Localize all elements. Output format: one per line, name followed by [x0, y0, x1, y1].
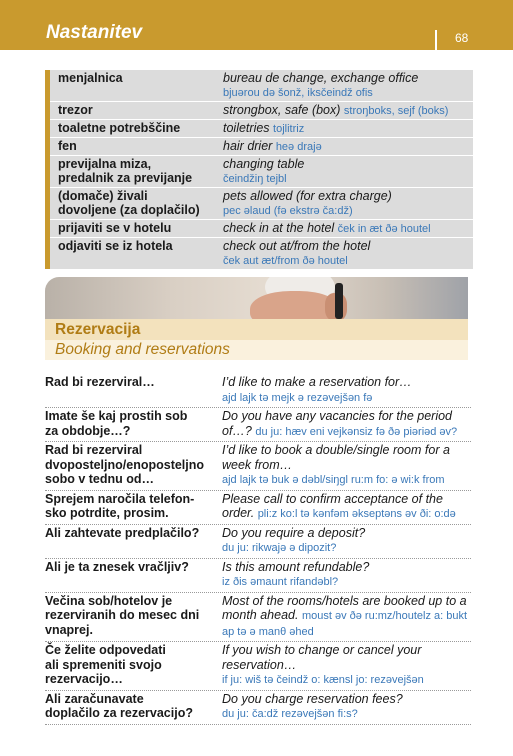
english-term [223, 121, 473, 136]
slovene-term: Sprejem naročila telefon- sko potrdite, prosim. [45, 491, 195, 520]
vocab-row [50, 156, 473, 188]
slovene-term: odjaviti se iz hotela [58, 239, 173, 253]
english-text: toiletries [223, 121, 270, 135]
section-subtitle: Booking and reservations [55, 341, 230, 358]
slovene-term: fen [58, 139, 77, 153]
phone-icon [335, 283, 343, 319]
phrase-row [45, 491, 471, 525]
phrase-row [45, 642, 471, 691]
slovene-term: Večina sob/hotelov je rezerviranih do mesec dni vnaprej. [45, 593, 200, 637]
section-title-bar [45, 319, 468, 340]
english-text: I’d like to make a reservation for… [222, 375, 412, 389]
english-text: strongbox, safe (box) [223, 103, 341, 117]
vocab-row [50, 238, 473, 269]
english-term [223, 239, 473, 268]
vocabulary-table [45, 70, 473, 269]
slovene-term: previjalna miza, predalnik za previjanje [58, 157, 193, 185]
english-text: Most of the rooms/hotels are booked up to a month ahead. [222, 593, 467, 622]
english-term [222, 526, 471, 556]
pronunciation: ček aut æt/from ðə houtel [223, 255, 348, 267]
english-text: Is this amount refundable? [222, 559, 370, 574]
english-text: I’d like to book a double/single room for a week from… [222, 443, 450, 472]
english-term [222, 643, 471, 688]
slovene-term: prijaviti se v hotelu [58, 221, 172, 235]
phrase-row [45, 691, 471, 725]
pronunciation: ajd lajk tə buk ə dəbl/siŋgl ru:m fo: ə wi:k from [222, 474, 445, 486]
phrase-row [45, 408, 471, 442]
slovene-term: toaletne potrebščine [58, 121, 181, 135]
slovene-term: (domače) živali dovoljene (za doplačilo) [58, 189, 200, 217]
vocab-row [50, 120, 473, 138]
english-term [222, 560, 471, 590]
english-text: bureau de change, exchange office [223, 71, 419, 85]
section-title: Rezervacija [55, 321, 141, 338]
phrase-list [45, 374, 471, 725]
english-text: If you wish to change or cancel your reservation… [222, 643, 422, 672]
english-term [223, 189, 473, 218]
pronunciation: pli:z ko:l tə kənfəm əkseptəns əv ði: o:də [257, 508, 456, 520]
phrase-row [45, 374, 471, 408]
phrase-row [45, 442, 471, 491]
english-term [223, 139, 473, 154]
english-term [222, 375, 471, 405]
pronunciation: iz ðis əmaunt rifandəbl? [222, 576, 339, 588]
slovene-term: Ali je ta znesek vračljiv? [45, 559, 189, 574]
phrase-row [45, 559, 471, 593]
english-term [222, 692, 471, 722]
vocab-row [50, 188, 473, 220]
slovene-term: Če želite odpovedati ali spremeniti svojo rezervacijo… [45, 643, 166, 686]
slovene-term: trezor [58, 103, 93, 117]
english-text: check in at the hotel [223, 221, 335, 235]
slovene-term: menjalnica [58, 71, 123, 85]
pronunciation: pec əlaud (fə ekstrə ča:dž) [223, 205, 353, 217]
pronunciation: ajd lajk tə mejk ə rezəvejšən fə [222, 391, 373, 404]
page-header [0, 0, 513, 50]
english-term [223, 157, 473, 186]
slovene-term: Imate še kaj prostih sob za obdobje…? [45, 409, 188, 438]
pronunciation: ček in æt ðə houtel [337, 223, 431, 235]
pronunciation: du ju: ča:dž rezəvejšən fi:s? [222, 708, 358, 720]
english-term [223, 103, 473, 118]
pronunciation: moust əv ðə ru:mz/houtelz a: bukt ap tə ə manθ əhed [222, 610, 468, 638]
slovene-term: Ali zaračunavate doplačilo za rezervacijo? [45, 691, 193, 720]
english-text: changing table [223, 157, 305, 171]
pronunciation: du ju: hæv eni vejkənsiz fə ðə piəriəd əv? [255, 425, 458, 438]
vocab-row [50, 220, 473, 238]
english-text: Please call to confirm acceptance of the order. [222, 491, 443, 520]
english-term [222, 594, 471, 640]
english-term [222, 443, 471, 488]
vocab-row [50, 70, 473, 102]
section-subtitle-bar [45, 340, 468, 360]
slovene-term: Ali zahtevate predplačilo? [45, 525, 200, 540]
pronunciation: heə drajə [275, 141, 322, 153]
chapter-title: Nastanitev [46, 22, 143, 43]
section-photo [45, 277, 468, 319]
phrase-row [45, 593, 471, 643]
english-term [222, 409, 471, 439]
english-text: Do you require a deposit? [222, 525, 366, 540]
slovene-term: Rad bi rezerviral… [45, 375, 155, 389]
pronunciation: čeindžiŋ tejbl [223, 173, 287, 185]
vocab-row [50, 138, 473, 156]
vocab-row [50, 102, 473, 120]
english-text: pets allowed (for extra charge) [223, 189, 392, 203]
english-term [222, 492, 471, 522]
english-text: hair drier [223, 139, 273, 153]
pronunciation: du ju: rikwajə ə dipozit? [222, 542, 337, 554]
english-text: Do you have any vacancies for the period of…? [222, 409, 452, 438]
phrase-row [45, 525, 471, 559]
slovene-term: Rad bi rezerviral dvoposteljno/enoposteljno sobo v tednu od… [45, 443, 205, 486]
page-number: 68 [455, 31, 469, 45]
header-divider [435, 30, 437, 50]
pronunciation: tojlitriz [273, 123, 305, 135]
english-text: Do you charge reservation fees? [222, 691, 403, 706]
pronunciation: if ju: wiš tə čeindž o: kænsl jo: rezəvejšən [222, 674, 424, 686]
english-term [223, 71, 473, 100]
english-text: check out at/from the hotel [223, 239, 371, 253]
pronunciation: bjuərou də šonž, iksčeindž ofis [223, 87, 373, 99]
pronunciation: stroŋboks, sejf (boks) [343, 105, 449, 117]
english-term [223, 221, 473, 236]
